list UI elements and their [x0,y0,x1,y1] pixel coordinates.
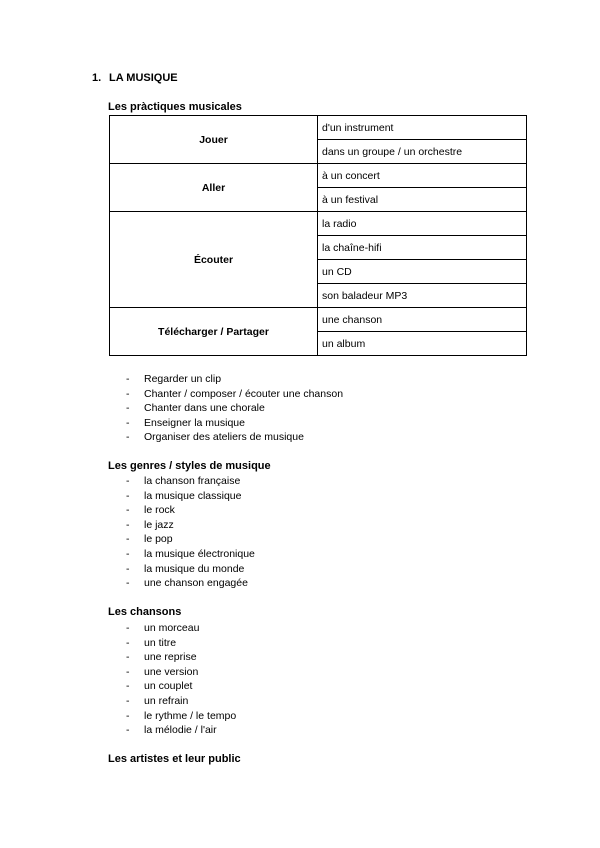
table-row [110,212,527,236]
item-cell: un CD [318,260,527,284]
list-item: - le rock [126,504,175,517]
genres-heading: Les genres / styles de musique [108,460,271,472]
item-cell: à un festival [318,188,527,212]
list-item: - la musique du monde [126,562,245,575]
section-title: LA MUSIQUE [109,72,178,84]
list-item: - un titre [126,636,177,649]
item-cell: d'un instrument [318,116,527,140]
category-cell: Écouter [110,212,318,308]
list-item: - un refrain [126,694,189,707]
songs-list [126,621,236,738]
category-cell: Jouer [110,116,318,164]
list-item: - la musique classique [126,489,242,502]
section-heading [92,72,178,84]
list-item: - Enseigner la musique [126,416,245,429]
genres-list [126,474,255,591]
practices-table [109,115,527,356]
item-cell: la radio [318,212,527,236]
category-cell: Télécharger / Partager [110,308,318,356]
list-item: - une chanson engagée [126,577,248,590]
list-item: - Regarder un clip [126,373,222,385]
item-cell: un album [318,332,527,356]
practices-heading: Les pràctiques musicales [108,101,242,113]
list-item: - une version [126,665,199,678]
category-cell: Aller [110,164,318,212]
list-item: - la mélodie / l'air [126,724,217,737]
list-item: - le jazz [126,518,174,531]
list-item: - un couplet [126,680,193,693]
item-cell: une chanson [318,308,527,332]
list-item: - Chanter dans une chorale [126,402,265,415]
songs-heading: Les chansons [108,606,182,618]
practices-extra-list [126,372,343,445]
artists-heading: Les artistes et leur public [108,753,241,765]
list-item: - le pop [126,533,173,546]
item-cell: à un concert [318,164,527,188]
list-item: - le rythme / le tempo [126,709,237,722]
list-item: - une reprise [126,651,197,664]
table-row [110,116,527,140]
list-item: - la musique électronique [126,547,255,560]
list-item: - la chanson française [126,475,241,487]
item-cell: son baladeur MP3 [318,284,527,308]
item-cell: dans un groupe / un orchestre [318,140,527,164]
list-item: - un morceau [126,622,200,634]
item-cell: la chaîne-hifi [318,236,527,260]
table-row [110,308,527,332]
section-number: 1. [92,72,102,84]
table-row [110,164,527,188]
list-item: - Organiser des ateliers de musique [126,431,304,444]
list-item: - Chanter / composer / écouter une chanson [126,387,344,400]
